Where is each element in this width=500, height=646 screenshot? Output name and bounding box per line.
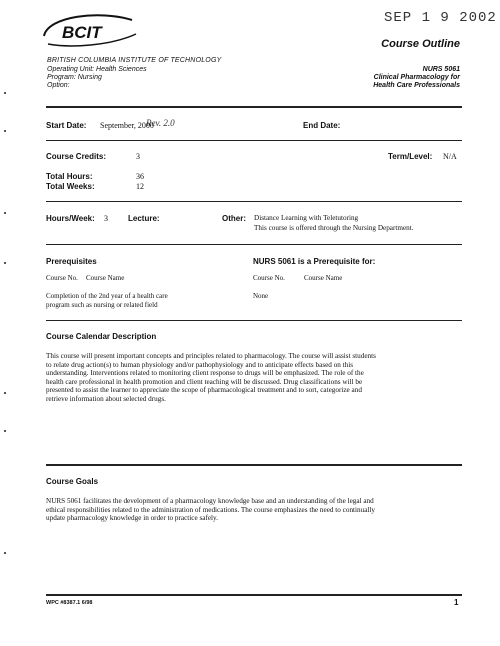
scan-speck [4, 212, 6, 214]
page-number: 1 [454, 598, 459, 607]
scan-speck [4, 130, 6, 132]
course-goals-text [46, 497, 460, 523]
lecture-label: Lecture: [128, 214, 160, 223]
other-line-1: Distance Learning with Teletutoring [254, 214, 359, 222]
calendar-description-title: Course Calendar Description [46, 332, 157, 341]
total-weeks-label: Total Weeks: [46, 182, 95, 191]
bcit-logo-swoosh [40, 10, 140, 50]
prereq-for-col-course-no: Course No. [253, 274, 285, 282]
divider [46, 464, 462, 466]
divider [46, 106, 462, 108]
total-weeks-value: 12 [136, 182, 144, 191]
prereq-col-course-no: Course No. [46, 274, 78, 282]
text-line: NURS 5061 facilitates the development of a pharmacology knowledge base and an understanding of the legal and [46, 497, 374, 505]
divider [46, 140, 462, 141]
divider [46, 201, 462, 202]
prereq-for-text: None [253, 292, 269, 300]
footer-divider [46, 594, 462, 596]
term-level-label: Term/Level: [388, 152, 433, 161]
scan-speck [4, 430, 6, 432]
form-id: WPC #8387.1 6/98 [46, 600, 93, 606]
text-line: This course will present important concepts and principles related to pharmacology. The course will assist students [46, 352, 376, 360]
divider [46, 244, 462, 245]
prerequisite-for-title: NURS 5061 is a Prerequisite for: [253, 257, 376, 266]
prereq-text-line-2: program such as nursing or related field [46, 301, 158, 309]
start-date-label: Start Date: [46, 121, 87, 130]
start-date-value: September, 2000 [100, 121, 154, 130]
text-line: presented to assist the learner to appreciate the scope of pharmacological treatment and to sort, categorize and [46, 386, 362, 395]
prereq-for-col-course-name: Course Name [304, 274, 343, 282]
text-line: ethical responsibilities related to the administration of medications. The course emphasizes the need to continually [46, 505, 375, 514]
option: Option: [47, 82, 70, 89]
institution-name: BRITISH COLUMBIA INSTITUTE OF TECHNOLOGY [47, 57, 222, 64]
divider [46, 320, 462, 321]
total-hours-label: Total Hours: [46, 172, 93, 181]
hours-week-label: Hours/Week: [46, 214, 95, 223]
text-line: to relate drug action(s) to human physiology and/or pathophysiology and to anticipate effects based on this [46, 360, 354, 369]
text-line: understanding. Interventions related to monitoring client response to drugs will be emphasized. The role of the [46, 369, 364, 378]
prereq-text-line-1: Completion of the 2nd year of a health care [46, 292, 168, 300]
course-credits-label: Course Credits: [46, 152, 107, 161]
text-line: health care professional in health promotion and client teaching will be discussed. Drug classifications will be [46, 377, 363, 386]
scan-speck [4, 92, 6, 94]
prerequisites-title: Prerequisites [46, 257, 97, 266]
text-line: update pharmacology knowledge in order to practice safely. [46, 514, 218, 523]
handwritten-note: Rev. 2.0 [146, 118, 175, 128]
bcit-logo [40, 10, 140, 50]
logo-text: BCIT [62, 23, 102, 42]
program: Program: Nursing [47, 74, 102, 81]
course-name-line-1: Clinical Pharmacology for [373, 74, 460, 81]
scan-speck [4, 552, 6, 554]
course-credits-value: 3 [136, 152, 140, 161]
hours-week-value: 3 [104, 214, 108, 223]
end-date-label: End Date: [303, 121, 341, 130]
prereq-col-course-name: Course Name [86, 274, 125, 282]
other-label: Other: [222, 214, 246, 223]
course-goals-title: Course Goals [46, 477, 99, 486]
operating-unit: Operating Unit: Health Sciences [47, 66, 147, 73]
term-level-value: N/A [443, 152, 457, 161]
course-name-line-2: Health Care Professionals [373, 82, 460, 89]
other-line-2: This course is offered through the Nursing Department. [254, 224, 414, 232]
course-code: NURS 5061 [422, 66, 460, 73]
scan-speck [4, 262, 6, 264]
received-date-stamp: SEP 1 9 2002 [384, 10, 497, 26]
text-line: retrieve information about selected drugs. [46, 394, 166, 403]
calendar-description-text [46, 352, 460, 404]
document-title: Course Outline [381, 38, 460, 50]
scan-speck [4, 392, 6, 394]
total-hours-value: 36 [136, 172, 144, 181]
